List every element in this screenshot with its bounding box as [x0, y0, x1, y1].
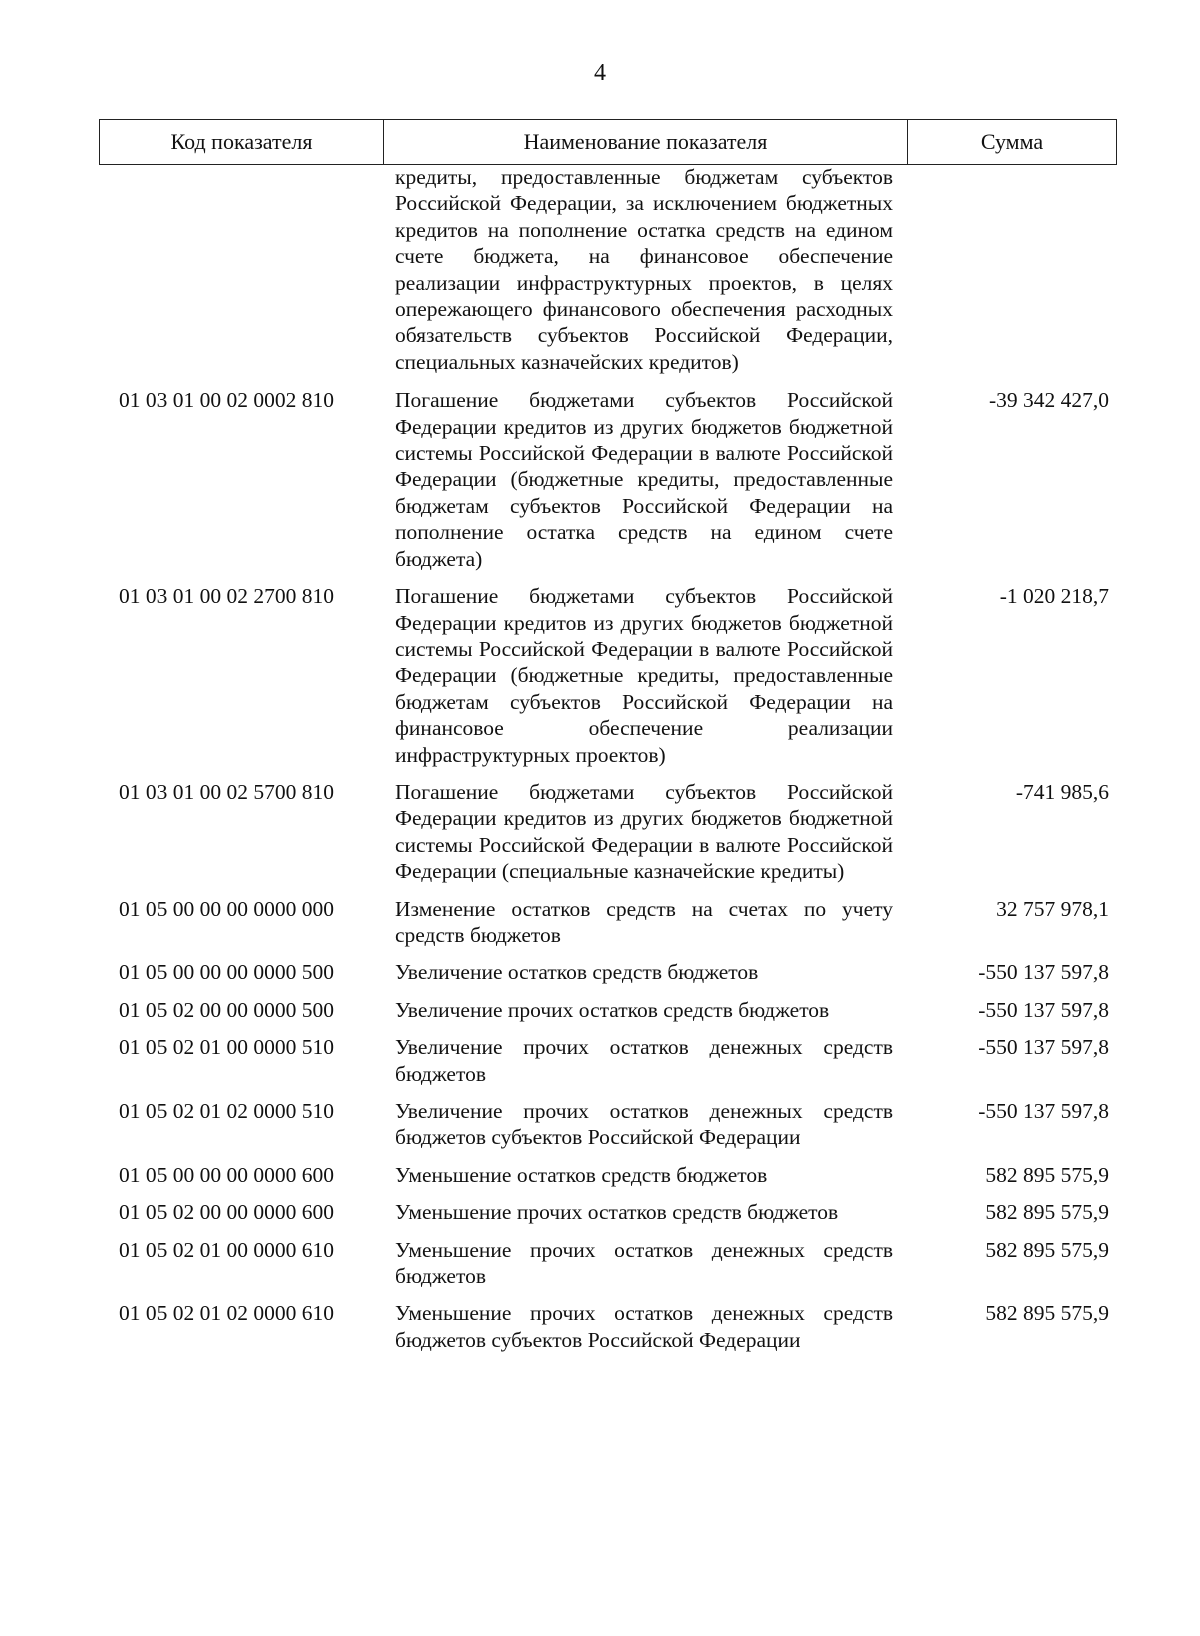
row-code: 01 03 01 00 02 0002 810 — [119, 388, 334, 413]
row-code: 01 05 02 00 00 0000 500 — [119, 997, 334, 1022]
header-name: Наименование показателя — [384, 120, 908, 164]
row-name: Увеличение прочих остатков денежных средств бюджетов субъектов Российской Федерации — [395, 1099, 893, 1150]
table-header — [99, 119, 1117, 165]
row-sum: 582 895 575,9 — [985, 1162, 1109, 1187]
table-row — [99, 1034, 1117, 1087]
page-number: 4 — [594, 60, 606, 86]
row-sum: -39 342 427,0 — [988, 388, 1109, 413]
row-sum — [893, 164, 1117, 375]
header-sum: Сумма — [980, 129, 1044, 154]
row-code: 01 05 02 01 00 0000 610 — [119, 1237, 334, 1262]
row-name: Погашение бюджетами субъектов Российской Федерации кредитов из других бюджетов бюджетной системы Российской Федерации в валюте Российской Федерации (бюджетные кредиты, предоставленные бюджетам субъектов Российской Федерации на финансовое обеспечение реализации инфраструктурных проектов) — [395, 584, 893, 767]
table-row — [99, 896, 1117, 949]
row-code: 01 05 00 00 00 0000 600 — [119, 1162, 334, 1187]
table-row — [99, 1098, 1117, 1151]
row-sum: -550 137 597,8 — [978, 1035, 1109, 1060]
row-name: Погашение бюджетами субъектов Российской Федерации кредитов из других бюджетов бюджетной системы Российской Федерации в валюте Российской Федерации (специальные казначейские кредиты) — [395, 779, 893, 884]
row-name: Изменение остатков средств на счетах по учету средств бюджетов — [395, 896, 893, 947]
table-row-continuation — [99, 164, 1117, 375]
table-row — [99, 583, 1117, 768]
row-name: Уменьшение прочих остатков денежных средств бюджетов субъектов Российской Федерации — [395, 1301, 893, 1352]
row-sum: 582 895 575,9 — [985, 1301, 1109, 1326]
row-name: Увеличение прочих остатков средств бюджетов — [395, 997, 830, 1022]
table-body — [99, 164, 1117, 1364]
row-sum: -550 137 597,8 — [978, 960, 1109, 985]
row-sum: 582 895 575,9 — [985, 1237, 1109, 1262]
row-name: Уменьшение остатков средств бюджетов — [395, 1162, 768, 1187]
table-row — [99, 387, 1117, 572]
table-row — [99, 1162, 1117, 1188]
table-row — [99, 997, 1117, 1023]
row-code: 01 05 00 00 00 0000 500 — [119, 960, 334, 985]
row-code: 01 05 02 00 00 0000 600 — [119, 1200, 334, 1225]
row-code: 01 05 02 01 00 0000 510 — [119, 1035, 334, 1060]
row-sum: 32 757 978,1 — [996, 896, 1109, 921]
row-name: Уменьшение прочих остатков средств бюджетов — [395, 1200, 839, 1225]
table-row — [99, 1237, 1117, 1290]
table-row — [99, 1199, 1117, 1225]
row-name: Увеличение прочих остатков денежных средств бюджетов — [395, 1035, 893, 1086]
row-code: 01 03 01 00 02 2700 810 — [119, 584, 334, 609]
row-sum: -741 985,6 — [1015, 779, 1109, 804]
row-name: Погашение бюджетами субъектов Российской Федерации кредитов из других бюджетов бюджетной системы Российской Федерации в валюте Российской Федерации (бюджетные кредиты, предоставленные бюджетам субъектов Российской Федерации на пополнение остатка средств на едином счете бюджета) — [395, 388, 893, 571]
row-code: 01 05 00 00 00 0000 000 — [119, 896, 334, 921]
row-code — [99, 164, 383, 375]
row-sum: -550 137 597,8 — [978, 1099, 1109, 1123]
row-code: 01 03 01 00 02 5700 810 — [119, 779, 334, 804]
table-row — [99, 1300, 1117, 1353]
header-code: Код показателя — [100, 120, 384, 164]
table-row — [99, 959, 1117, 985]
row-sum: 582 895 575,9 — [985, 1200, 1109, 1225]
row-sum: -550 137 597,8 — [978, 997, 1109, 1022]
row-name: Уменьшение прочих остатков денежных средств бюджетов — [395, 1237, 893, 1289]
row-sum: -1 020 218,7 — [999, 584, 1109, 609]
table-row — [99, 779, 1117, 885]
row-name: Увеличение остатков средств бюджетов — [395, 960, 759, 985]
row-code: 01 05 02 01 02 0000 510 — [119, 1099, 334, 1123]
row-name: кредиты, предоставленные бюджетам субъектов Российской Федерации, за исключением бюджетных кредитов на пополнение остатка средств на едином счете бюджета, на финансовое обеспечение реализации инфраструктурных проектов, в целях опережающего финансового обеспечения расходных обязательств субъектов Российской Федерации, специальных казначейских кредитов) — [395, 165, 893, 374]
row-code: 01 05 02 01 02 0000 610 — [119, 1301, 334, 1326]
